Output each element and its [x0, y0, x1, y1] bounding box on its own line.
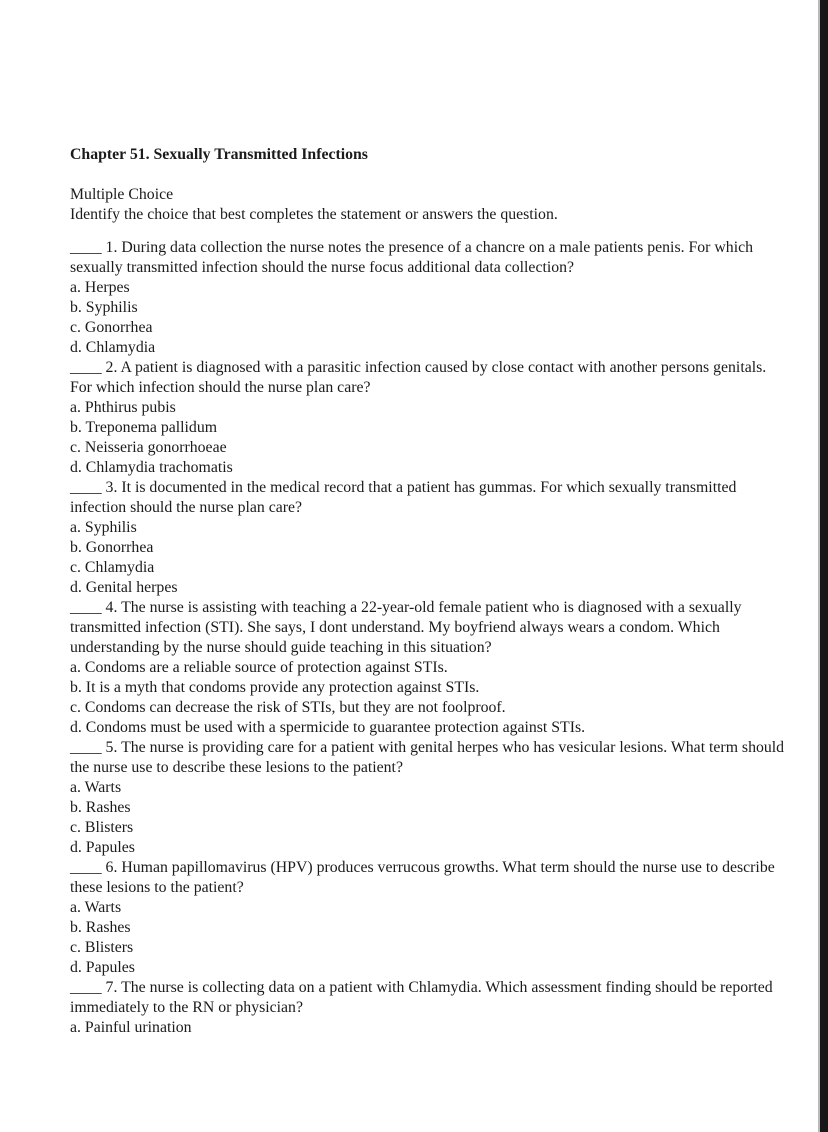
choices-list — [70, 1018, 788, 1038]
question-text-line — [70, 478, 788, 518]
question-block — [70, 738, 788, 858]
choice — [70, 318, 788, 338]
choice-letter: d. — [70, 719, 82, 736]
question-block — [70, 858, 788, 978]
question-block — [70, 598, 788, 738]
choice — [70, 418, 788, 438]
choice-text: Blisters — [80, 819, 134, 836]
choice — [70, 298, 788, 318]
choice-text: Warts — [80, 899, 122, 916]
question-text-line — [70, 598, 788, 658]
choice-letter: a. — [70, 899, 81, 916]
questions-list — [70, 238, 788, 1038]
choice-letter: a. — [70, 779, 81, 796]
choice-letter: b. — [70, 419, 82, 436]
choice-text: Gonorrhea — [80, 319, 153, 336]
choice — [70, 778, 788, 798]
choice-text: Condoms can decrease the risk of STIs, but they are not foolproof. — [80, 699, 506, 716]
question-text: During data collection the nurse notes the presence of a chancre on a male patients penis. For which sexually transmitted infection should the nurse focus additional data collection? — [70, 239, 753, 276]
choice-text: Chlamydia trachomatis — [81, 459, 233, 476]
question-text-line — [70, 978, 788, 1018]
answer-blank: ____ — [70, 359, 102, 376]
question-number: 4. — [101, 599, 122, 616]
choice — [70, 558, 788, 578]
question-block — [70, 478, 788, 598]
choices-list — [70, 398, 788, 478]
choice-letter: b. — [70, 299, 82, 316]
choice-letter: d. — [70, 839, 82, 856]
choice — [70, 538, 788, 558]
choice — [70, 578, 788, 598]
question-text-line — [70, 858, 788, 898]
choice-text: Neisseria gonorrhoeae — [80, 439, 227, 456]
question-text: The nurse is collecting data on a patient with Chlamydia. Which assessment finding should be reported immediately to the RN or physician? — [70, 979, 773, 1016]
question-block — [70, 358, 788, 478]
question-number: 2. — [101, 359, 121, 376]
directions-text: Identify the choice that best completes the statement or answers the question. — [70, 206, 558, 223]
choice-text: It is a myth that condoms provide any protection against STIs. — [81, 679, 480, 696]
choice-letter: c. — [70, 939, 81, 956]
choice-letter: d. — [70, 579, 82, 596]
choice — [70, 338, 788, 358]
choice — [70, 958, 788, 978]
choice-text: Painful urination — [80, 1019, 192, 1036]
answer-blank: ____ — [70, 979, 102, 996]
choice-text: Condoms are a reliable source of protection against STIs. — [80, 659, 448, 676]
choices-list — [70, 278, 788, 358]
choice — [70, 678, 788, 698]
choice-text: Syphilis — [80, 519, 137, 536]
choice — [70, 398, 788, 418]
choice-letter: b. — [70, 539, 82, 556]
choice-letter: c. — [70, 699, 81, 716]
choice-letter: c. — [70, 439, 81, 456]
choice-letter: a. — [70, 279, 81, 296]
choice-text: Warts — [80, 779, 122, 796]
choices-list — [70, 518, 788, 598]
choice — [70, 918, 788, 938]
question-number: 7. — [101, 979, 122, 996]
answer-blank: ____ — [70, 599, 102, 616]
choice — [70, 898, 788, 918]
choices-list — [70, 778, 788, 858]
question-number: 6. — [101, 859, 122, 876]
answer-blank: ____ — [70, 479, 102, 496]
choice-letter: a. — [70, 519, 81, 536]
choice — [70, 938, 788, 958]
question-text: A patient is diagnosed with a parasitic infection caused by close contact with another persons genitals. For which infection should the nurse plan care? — [70, 359, 767, 396]
choice-text: Papules — [81, 839, 135, 856]
choice — [70, 1018, 788, 1038]
question-text: The nurse is providing care for a patient with genital herpes who has vesicular lesions. What term should the nurse use to describe these lesions to the patient? — [70, 739, 785, 776]
answer-blank: ____ — [70, 859, 102, 876]
question-text-line — [70, 358, 788, 398]
choice-letter: b. — [70, 919, 82, 936]
choice-letter: a. — [70, 1019, 81, 1036]
question-text-line — [70, 238, 788, 278]
choice-text: Chlamydia — [81, 339, 156, 356]
choice — [70, 718, 788, 738]
choice-letter: c. — [70, 319, 81, 336]
choice — [70, 658, 788, 678]
question-text: Human papillomavirus (HPV) produces verrucous growths. What term should the nurse use to describe these lesions to the patient? — [70, 859, 775, 896]
choice-letter: d. — [70, 959, 82, 976]
choice — [70, 438, 788, 458]
choice-text: Condoms must be used with a spermicide to guarantee protection against STIs. — [81, 719, 586, 736]
question-number: 3. — [101, 479, 122, 496]
answer-blank: ____ — [70, 239, 102, 256]
choices-list — [70, 658, 788, 738]
scan-edge-shadow — [818, 0, 828, 1132]
choice — [70, 818, 788, 838]
choice-text: Rashes — [81, 919, 131, 936]
choice-text: Phthirus pubis — [80, 399, 176, 416]
choice-letter: c. — [70, 559, 81, 576]
choice-letter: a. — [70, 399, 81, 416]
question-block — [70, 238, 788, 358]
choice-letter: b. — [70, 679, 82, 696]
choice-text: Treponema pallidum — [81, 419, 218, 436]
chapter-title: Chapter 51. Sexually Transmitted Infections — [70, 146, 368, 163]
choice — [70, 798, 788, 818]
choice-text: Papules — [81, 959, 135, 976]
question-block — [70, 978, 788, 1038]
choice-letter: d. — [70, 459, 82, 476]
choice — [70, 698, 788, 718]
choice-text: Rashes — [81, 799, 131, 816]
choice-text: Gonorrhea — [81, 539, 154, 556]
section-label: Multiple Choice — [70, 186, 174, 203]
choice-text: Syphilis — [81, 299, 138, 316]
answer-blank: ____ — [70, 739, 102, 756]
choice-text: Herpes — [80, 279, 130, 296]
choice — [70, 518, 788, 538]
choice-letter: d. — [70, 339, 82, 356]
choice-letter: b. — [70, 799, 82, 816]
question-text-line — [70, 738, 788, 778]
question-text: It is documented in the medical record that a patient has gummas. For which sexually transmitted infection should the nurse plan care? — [70, 479, 737, 516]
choice-text: Chlamydia — [80, 559, 155, 576]
choices-list — [70, 898, 788, 978]
choice — [70, 278, 788, 298]
question-number: 5. — [101, 739, 122, 756]
choice — [70, 458, 788, 478]
choice-letter: c. — [70, 819, 81, 836]
question-text: The nurse is assisting with teaching a 22-year-old female patient who is diagnosed with a sexually transmitted infection (STI). She says, I dont understand. My boyfriend always wears a condom. Which understanding by the nurse should guide teaching in this situation? — [70, 599, 742, 656]
choice-letter: a. — [70, 659, 81, 676]
choice — [70, 838, 788, 858]
question-number: 1. — [101, 239, 122, 256]
choice-text: Blisters — [80, 939, 134, 956]
choice-text: Genital herpes — [81, 579, 178, 596]
